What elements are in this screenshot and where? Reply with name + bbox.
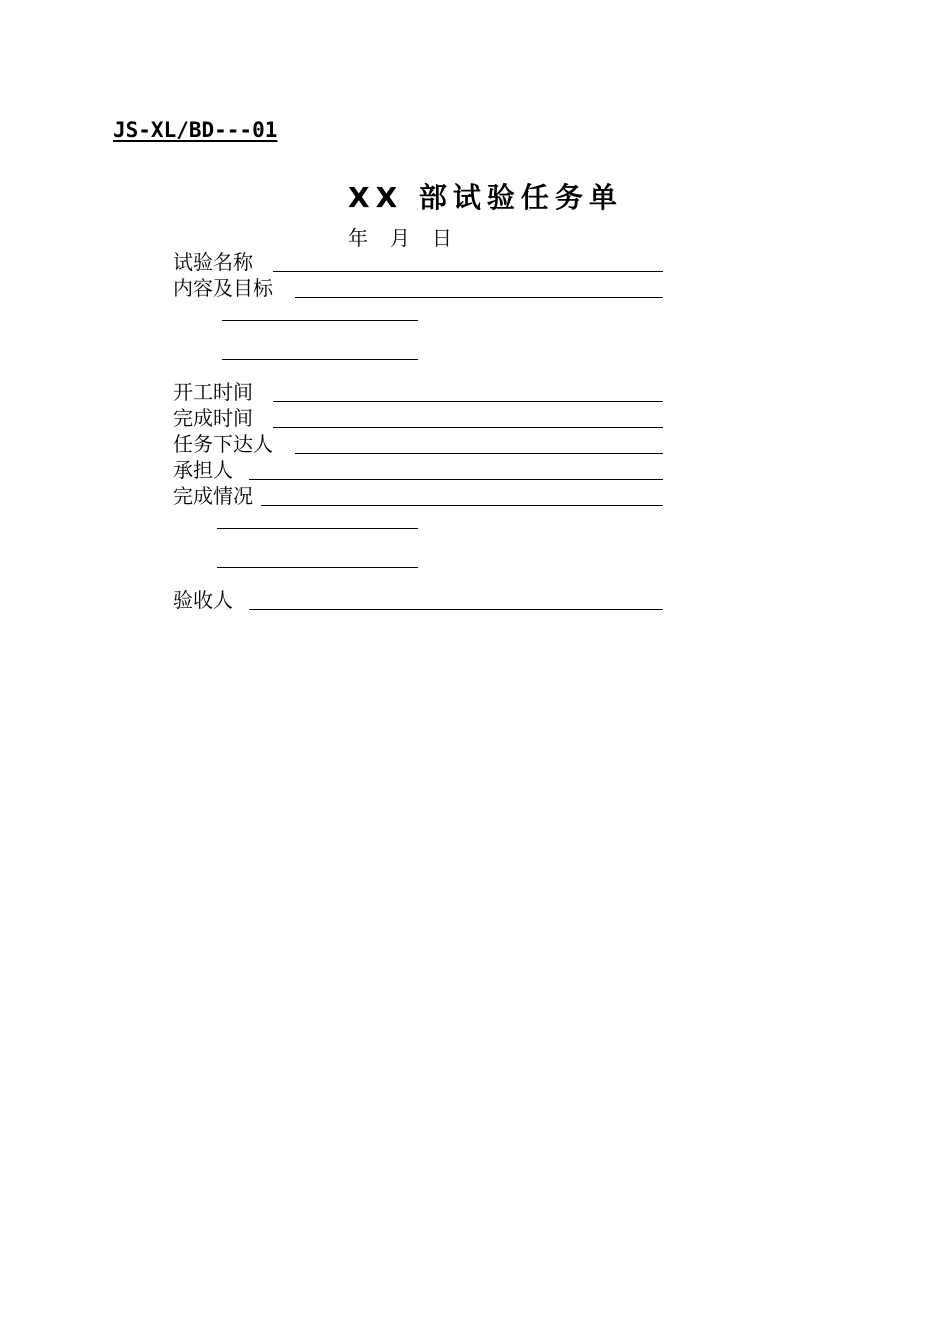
fill-line-test-name[interactable] (273, 271, 663, 272)
fill-line-assigner[interactable] (295, 453, 663, 454)
fill-line-completion[interactable] (261, 505, 663, 506)
fill-line-content-goal-2[interactable] (222, 320, 418, 321)
label-assigner: 任务下达人 (173, 432, 273, 456)
label-undertaker: 承担人 (173, 458, 233, 482)
date-month: 月 (390, 226, 410, 250)
fill-line-acceptor[interactable] (249, 609, 663, 610)
document-code: JS-XL/BD---01 (113, 118, 278, 142)
date-line (348, 222, 452, 251)
label-finish-time: 完成时间 (173, 406, 253, 430)
fill-line-completion-2[interactable] (217, 528, 418, 529)
date-day: 日 (432, 226, 452, 250)
document-title: XX 部试验任务单 (348, 181, 623, 214)
label-completion: 完成情况 (173, 484, 253, 508)
date-year: 年 (348, 226, 368, 250)
fill-line-content-goal-3[interactable] (222, 359, 418, 360)
fill-line-finish-time[interactable] (273, 427, 663, 428)
fill-line-undertaker[interactable] (249, 479, 663, 480)
fill-line-completion-3[interactable] (217, 567, 418, 568)
fill-line-content-goal[interactable] (295, 297, 663, 298)
fill-line-start-time[interactable] (273, 401, 663, 402)
label-acceptor: 验收人 (173, 588, 233, 612)
label-content-goal: 内容及目标 (173, 276, 273, 300)
label-test-name: 试验名称 (173, 250, 253, 274)
label-start-time: 开工时间 (173, 380, 253, 404)
